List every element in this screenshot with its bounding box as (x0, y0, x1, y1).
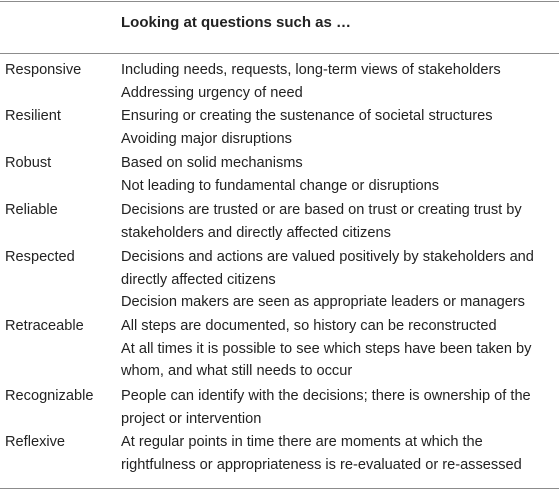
description-line: Including needs, requests, long-term views of stakeholders (121, 62, 501, 78)
description-line: project or intervention (121, 410, 262, 427)
table-bottom-rule (0, 488, 559, 489)
row-description (121, 152, 557, 197)
row-description (121, 59, 557, 104)
description-line: Based on solid mechanisms (121, 155, 303, 171)
description-line: rightfulness or appropriateness is re-evaluated or re-assessed (121, 456, 522, 473)
row-description (121, 431, 557, 476)
description-line: Not leading to fundamental change or disruptions (121, 177, 440, 194)
row-label: Responsive (5, 62, 82, 78)
row-label: Reliable (5, 202, 58, 218)
row-label: Respected (5, 249, 75, 265)
row-label: Resilient (5, 108, 61, 124)
row-description (121, 199, 557, 244)
description-line: Decision makers are seen as appropriate leaders or managers (121, 294, 525, 310)
table-header-rule (0, 53, 559, 54)
description-line: At all times it is possible to see which steps have been taken by (121, 340, 532, 357)
row-description (121, 105, 557, 150)
row-label: Retraceable (5, 318, 84, 334)
row-description (121, 385, 557, 430)
row-description (121, 315, 557, 383)
description-line: Decisions are trusted or are based on trust or creating trust by (121, 202, 522, 218)
table-column-header: Looking at questions such as … (121, 14, 352, 31)
description-line: Avoiding major disruptions (121, 130, 292, 147)
description-line: stakeholders and directly affected citizens (121, 224, 391, 241)
description-line: Ensuring or creating the sustenance of societal structures (121, 108, 493, 124)
description-line: Addressing urgency of need (121, 84, 303, 101)
description-line: Decisions and actions are valued positively by stakeholders and (121, 249, 534, 265)
table-top-rule (0, 1, 559, 2)
row-label: Recognizable (5, 388, 94, 404)
description-line: At regular points in time there are moments at which the (121, 434, 483, 450)
description-line: People can identify with the decisions; there is ownership of the (121, 388, 531, 404)
row-label: Reflexive (5, 434, 66, 450)
description-line: All steps are documented, so history can be reconstructed (121, 318, 497, 334)
row-label: Robust (5, 155, 52, 171)
description-line: whom, and what still needs to occur (121, 363, 353, 379)
description-line: directly affected citizens (121, 271, 276, 288)
row-description (121, 246, 557, 314)
